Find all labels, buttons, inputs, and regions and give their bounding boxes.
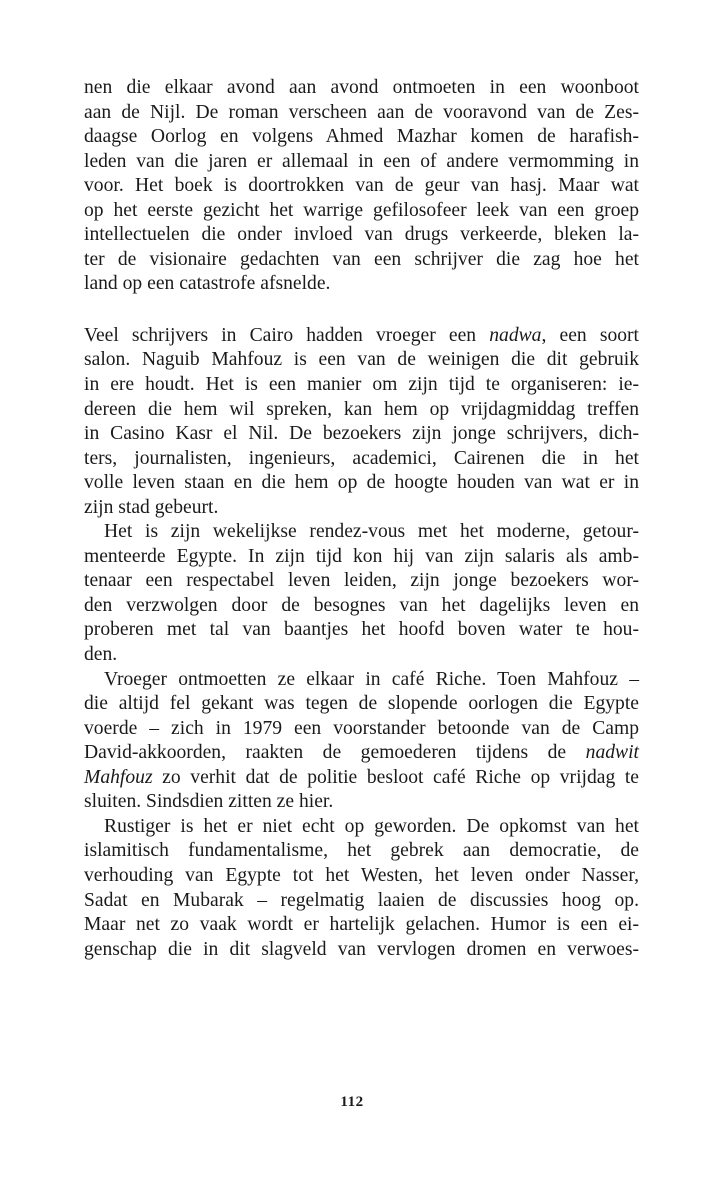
text-line: nen die elkaar avond aan avond ontmoeten in een woonboot <box>84 77 639 98</box>
text-line: voor. Het boek is doortrokken van de geur van hasj. Maar wat <box>84 175 639 197</box>
text-line: proberen met tal van baantjes het hoofd boven water te hou- <box>84 619 639 641</box>
text-line <box>84 324 639 349</box>
text-run: David-akkoorden, raakten de gemoederen tijdens de <box>84 742 586 764</box>
text-line: zijn stad gebeurt. <box>84 496 219 518</box>
text-line: Het is zijn wekelijkse rendez-vous met het moderne, getour- <box>104 521 639 543</box>
text-line: ters, journalisten, ingenieurs, academici, Cairenen die in het <box>84 447 639 469</box>
text-line: aan de Nijl. De roman verscheen aan de vooravond van de Zes- <box>84 101 639 123</box>
book-page-text <box>84 76 639 962</box>
italic-term-nadwa: nadwa <box>489 324 542 346</box>
text-line: islamitisch fundamentalisme, het gebrek aan democratie, de <box>84 840 639 862</box>
text-line: intellectuelen die onder invloed van drugs verkeerde, bleken la- <box>84 224 639 246</box>
italic-term-mahfouz: Mahfouz <box>84 766 153 788</box>
text-line: verhouding van Egypte tot het Westen, het leven onder Nasser, <box>84 864 639 886</box>
text-line: die altijd fel gekant was tegen de slopende oorlogen die Egypte <box>84 693 639 715</box>
text-line: salon. Naguib Mahfouz is een van de weinigen die dit gebruik <box>84 349 639 371</box>
text-line: volle leven staan en die hem op de hoogte houden van wat er in <box>84 472 639 494</box>
text-run: , een soort <box>541 324 640 346</box>
text-line: op het eerste gezicht het warrige gefilosofeer leek van een groep <box>84 199 639 221</box>
text-line: voerde – zich in 1979 een voorstander betoonde van de Camp <box>84 717 639 739</box>
text-line: den. <box>84 644 118 666</box>
text-line <box>84 766 639 791</box>
page-number: 112 <box>340 1094 364 1110</box>
italic-term-nadwit: nadwit <box>585 742 639 764</box>
paragraph-3 <box>84 520 639 667</box>
text-line: daagse Oorlog en volgens Ahmed Mazhar komen de harafish- <box>84 126 639 148</box>
text-line: in ere houdt. Het is een manier om zijn tijd te organiseren: ie- <box>84 374 639 396</box>
text-line: menteerde Egypte. In zijn tijd kon hij van zijn salaris als amb- <box>84 545 639 567</box>
text-line: Maar net zo vaak wordt er hartelijk gelachen. Humor is een ei- <box>84 914 639 936</box>
text-line: leden van die jaren er allemaal in een of andere vermomming in <box>84 150 639 172</box>
text-line <box>84 741 639 766</box>
text-line: land op een catastrofe afsnelde. <box>84 273 331 295</box>
text-line: sluiten. Sindsdien zitten ze hier. <box>84 791 334 813</box>
text-line: in Casino Kasr el Nil. De bezoekers zijn jonge schrijvers, dich- <box>84 423 639 445</box>
text-line: tenaar een respectabel leven leiden, zijn jonge bezoekers wor- <box>84 570 639 592</box>
text-line: ter de visionaire gedachten van een schrijver die zag hoe het <box>84 248 639 270</box>
paragraph-5 <box>84 815 639 962</box>
text-run: zo verhit dat de politie besloot café Riche op vrijdag te <box>152 766 639 788</box>
text-line: dereen die hem wil spreken, kan hem op vrijdagmiddag treffen <box>84 398 639 420</box>
text-line: den verzwolgen door de besognes van het dagelijks leven en <box>84 594 639 616</box>
text-line: Rustiger is het er niet echt op geworden. De opkomst van het <box>104 815 639 837</box>
text-run: Veel schrijvers in Cairo hadden vroeger een <box>84 324 490 346</box>
paragraph-2 <box>84 324 639 520</box>
paragraph-1 <box>84 76 639 297</box>
text-line: Vroeger ontmoetten ze elkaar in café Riche. Toen Mahfouz – <box>104 668 639 690</box>
text-line: Sadat en Mubarak – regelmatig laaien de discussies hoog op. <box>84 889 639 911</box>
paragraph-4 <box>84 668 639 815</box>
text-line: genschap die in dit slagveld van vervlogen dromen en verwoes- <box>84 938 639 960</box>
